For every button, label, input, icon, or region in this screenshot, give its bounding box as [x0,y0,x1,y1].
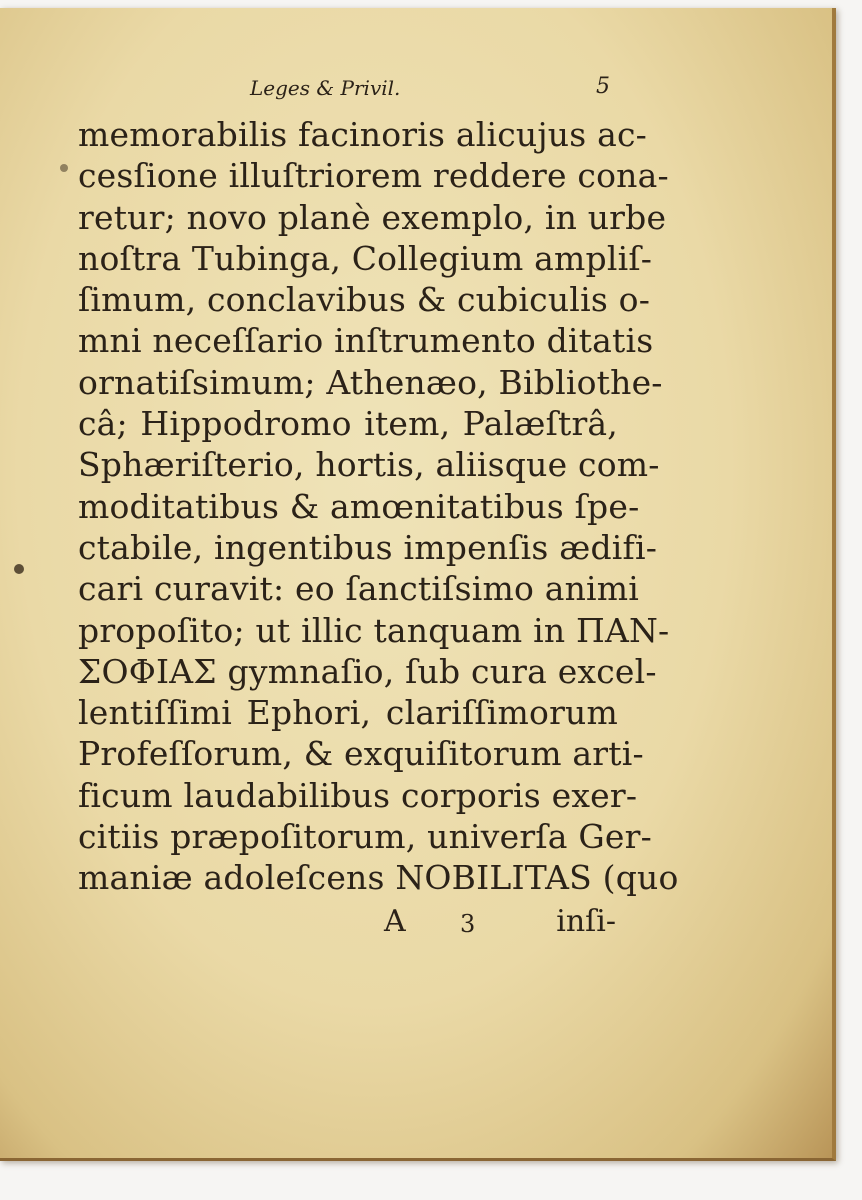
text-line: cari curavit: eo ſanctiſsimo animi [78,569,640,609]
text-line: ΣΟΦΙΑΣ gymnaſio, ſub cura excel- [78,651,657,691]
text-line: ficum laudabilibus corporis exer- [78,775,638,815]
text-line: ſimum, conclavibus & cubiculis o- [78,280,651,320]
text-line: citiis præpoſitorum, univerſa Ger- [78,817,652,857]
catchword: inſi- [556,904,616,939]
text-line: mni neceſſario inſtrumento ditatis [78,321,654,361]
text-line: memorabilis facinoris alicujus ac- [78,115,647,154]
body-text [78,114,679,899]
page-header [250,68,610,108]
text-line: noſtra Tubinga, Collegium ampliſ- [78,238,653,278]
text-line: Sphæriſterio, hortis, aliisque com- [78,445,660,485]
text-line: retur; novo planè exemplo, in urbe [78,197,667,237]
text-line: câ; Hippodromo item, Palæſtrâ, [78,404,618,444]
signature-letter: A [384,904,406,939]
text-line: lentiſſimi Ephori, clariſſimorum [78,693,618,733]
signature-number: 3 [460,910,476,938]
text-line: cesſione illuſtriorem reddere cona- [78,156,669,196]
text-line: propoſito; ut illic tanquam in ΠΑΝ- [78,610,670,650]
ink-blot [60,164,68,172]
ink-blot [14,564,24,574]
book-page [0,8,836,1161]
page-number: 5 [596,74,610,99]
text-line: ornatiſsimum; Athenæo, Bibliothe- [78,362,663,402]
running-title: Leges & Privil. [250,76,401,100]
text-line: moditatibus & amœnitatibus ſpe- [78,486,640,526]
text-line: ctabile, ingentibus impenſis ædifi- [78,527,658,567]
text-line: maniæ adoleſcens NOBILITAS (quo [78,858,679,898]
text-line: Profeſſorum, & exquiſitorum arti- [78,734,644,774]
